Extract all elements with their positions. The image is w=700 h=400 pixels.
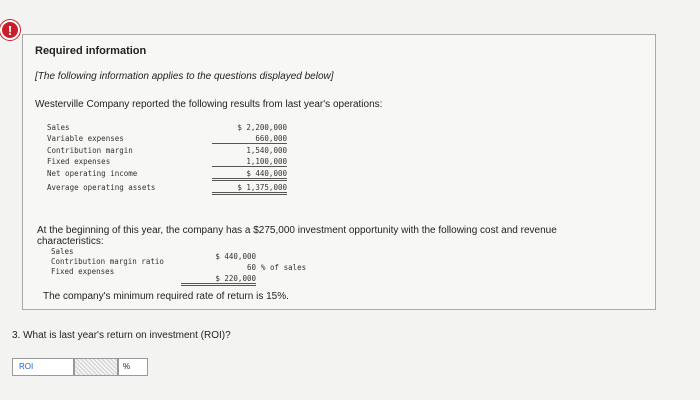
row-value: 660,000 — [212, 134, 287, 144]
row-value: $ 440,000 — [212, 169, 287, 181]
required-rate-text: The company's minimum required rate of return is 15%. — [43, 291, 289, 302]
row-unit: % of sales — [261, 263, 307, 272]
opportunity-intro: At the beginning of this year, the company has a $275,000 investment opportunity with the following cost and revenue characteristics: — [37, 225, 557, 247]
row-value: 60 — [246, 263, 256, 272]
intro-text: Westerville Company reported the following results from last year's operations: — [35, 99, 383, 110]
question-text: 3. What is last year's return on investment (ROI)? — [12, 330, 231, 341]
roi-answer-input[interactable] — [74, 358, 118, 376]
row-label: Variable expenses — [47, 134, 124, 144]
alert-icon: ! — [0, 20, 20, 40]
row-label: Contribution margin ratio — [51, 257, 164, 266]
row-label: Average operating assets — [47, 182, 156, 192]
row-value: $ 1,375,000 — [212, 183, 287, 195]
row-value: 1,540,000 — [246, 145, 287, 155]
roi-row-label: ROI — [12, 358, 74, 376]
row-label: Fixed expenses — [47, 157, 111, 167]
section-note: [The following information applies to the questions displayed below] — [35, 71, 334, 82]
required-information-panel — [22, 34, 656, 310]
row-label: Net operating income — [47, 168, 138, 178]
row-value: $ 440,000 — [215, 252, 256, 261]
row-label: Fixed expenses — [51, 267, 115, 276]
section-title: Required information — [35, 45, 147, 57]
row-value: $ 2,200,000 — [237, 123, 287, 132]
roi-unit-label: % — [118, 358, 148, 376]
row-label: Contribution margin — [47, 145, 133, 155]
row-label: Sales — [47, 123, 70, 132]
row-value: 1,100,000 — [212, 157, 287, 167]
row-value: $ 220,000 — [181, 274, 256, 286]
row-label: Sales — [51, 247, 74, 256]
